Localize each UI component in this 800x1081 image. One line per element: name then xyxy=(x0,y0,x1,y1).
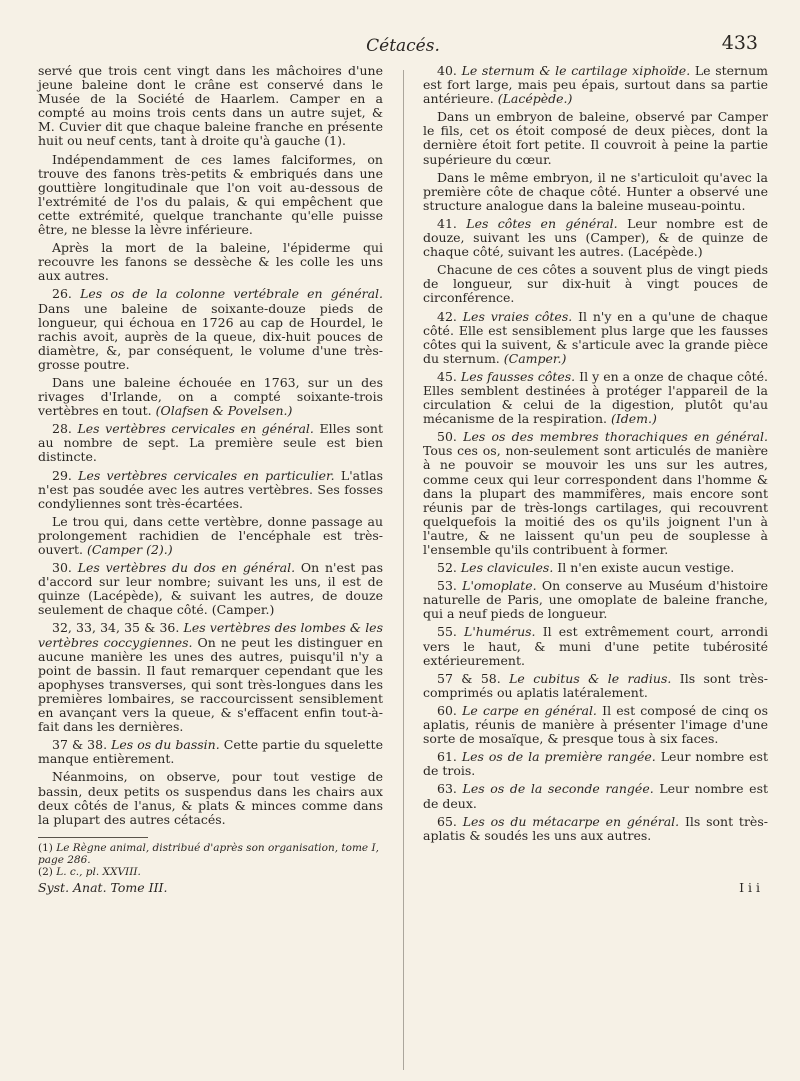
article-paragraph xyxy=(423,815,768,843)
footnote xyxy=(38,866,383,878)
citation: (Camper (2).) xyxy=(87,542,173,557)
article-paragraph xyxy=(423,625,768,667)
paragraph-text: Dans une baleine échouée en 1763, sur un des rivages d'Irlande, on a compté soixante-trois vertèbres en tout. xyxy=(38,374,383,419)
article-number: 61. xyxy=(437,749,457,765)
article-paragraph xyxy=(423,370,768,426)
footnote-rule xyxy=(38,837,148,838)
paragraph xyxy=(423,263,768,305)
paragraph-text: Ils sont très-comprimés ou aplatis latéralement. xyxy=(423,670,768,700)
paragraph xyxy=(38,515,383,557)
article-paragraph xyxy=(38,561,383,617)
article-paragraph xyxy=(423,579,768,621)
paragraph-text: Le sternum est fort large, mais peu épais, surtout dans sa partie antérieure. xyxy=(423,63,768,107)
paragraph-text: Chacune de ces côtes a souvent plus de vingt pieds de longueur, sur dix-huit à vingt pouces de circonférence. xyxy=(423,262,768,306)
paragraph xyxy=(38,153,383,238)
article-paragraph xyxy=(423,782,768,810)
paragraph-text: L'atlas n'est pas soudée avec les autres vertèbres. Ses fosses condyliennes sont très-écartées. xyxy=(38,467,383,511)
paragraph xyxy=(38,64,383,149)
article-paragraph xyxy=(423,310,768,366)
article-paragraph xyxy=(38,469,383,511)
signature-line xyxy=(38,879,760,895)
paragraph-text: Leur nombre est de deux. xyxy=(423,781,769,811)
article-paragraph xyxy=(38,287,383,372)
article-heading: Le carpe en général. xyxy=(462,702,597,718)
article-heading: Les os des membres thorachiques en général. xyxy=(463,429,768,445)
paragraph-text: Leur nombre est de trois. xyxy=(423,749,768,779)
article-number: 55. xyxy=(437,624,457,640)
paragraph-text: Dans le même embryon, il ne s'articuloit qu'avec la première côte de chaque côté. Hunter a observé une structure analogue dans la baleine museau-pointu. xyxy=(423,169,768,213)
paragraph-text: Le trou qui, dans cette vertèbre, donne passage au prolongement rachidien de l'encéphale est très-ouvert. xyxy=(38,513,383,557)
paragraph-text: Il y en a onze de chaque côté. Elles semblent destinées à protéger l'appareil de la circulation & celui de la digestion, plutôt qu'au mécanisme de la respiration. xyxy=(423,368,768,427)
footnote xyxy=(38,842,383,866)
citation: (Olafsen & Povelsen.) xyxy=(155,403,293,419)
citation: (Camper.) xyxy=(503,350,567,366)
article-number: 52. xyxy=(437,560,457,576)
article-heading: Les os de la première rangée. xyxy=(461,749,656,765)
footnote-mark: (1) xyxy=(38,841,53,854)
running-title: Cétacés. xyxy=(366,36,440,56)
article-heading: Le sternum & le cartilage xiphoïde. xyxy=(461,63,691,78)
footnote-text: L. c., pl. XXVIII. xyxy=(56,865,141,878)
page-number: 433 xyxy=(721,32,758,54)
article-paragraph xyxy=(423,561,768,575)
article-number: 63. xyxy=(437,781,457,797)
article-paragraph xyxy=(423,672,768,700)
citation: (Idem.) xyxy=(610,411,657,427)
article-heading: L'omoplate. xyxy=(462,578,537,594)
paragraph xyxy=(38,770,383,826)
paragraph-text: Néanmoins, on observe, pour tout vestige de bassin, deux petits os suspendus dans les chairs aux deux côtés de l'anus, & plats & minces comme dans la plupart des autres cétacés. xyxy=(38,769,383,827)
article-paragraph xyxy=(423,217,768,259)
article-heading: Les vraies côtes. xyxy=(462,308,573,324)
article-heading: Les vertèbres du dos en général. xyxy=(77,560,296,576)
paragraph-text: Il n'en existe aucun vestige. xyxy=(557,560,735,576)
paragraph-text: On n'est pas d'accord sur leur nombre; suivant les uns, il est de quinze (Lacépède), & suivant les autres, de douze seulement de chaque côté. (Camper.) xyxy=(38,560,383,618)
paragraph-text: On ne peut les distinguer en aucune manière les unes des autres, puisqu'il n'y a point de bassin. Il faut remarquer cependant que les apophyses transverses, qui sont très-longues dans les premières lombaires, se raccourcissent sensiblement en avançant vers la queue, & s'effacent enfin tout-à-fait dans les dernières. xyxy=(38,634,383,735)
article-number: 29. xyxy=(52,467,72,483)
article-number: 60. xyxy=(437,702,457,718)
article-heading: Les côtes en général. xyxy=(466,215,618,231)
article-paragraph xyxy=(38,422,383,464)
article-heading: Les vertèbres des lombes & les vertèbres coccygiennes. xyxy=(38,620,383,650)
article-number: 40. xyxy=(437,63,457,78)
article-paragraph xyxy=(38,621,383,734)
paragraph-text: Après la mort de la baleine, l'épiderme qui recouvre les fanons se dessèche & les colle les uns aux autres. xyxy=(38,240,383,284)
paragraph-text: Cette partie du squelette manque entièrement. xyxy=(38,737,383,767)
citation: (Lacépède.) xyxy=(497,91,573,107)
article-paragraph xyxy=(423,750,768,778)
paragraph-text: Ils sont très-aplatis & soudés les uns aux autres. xyxy=(423,813,768,843)
article-heading: Les vertèbres cervicales en particulier. xyxy=(78,467,335,483)
article-number: 65. xyxy=(437,813,457,829)
article-heading: Les fausses côtes. xyxy=(460,368,576,384)
article-number: 32, 33, 34, 35 & 36. xyxy=(52,620,180,636)
paragraph-text: Il n'y en a qu'une de chaque côté. Elle est sensiblement plus large que les fausses côtes qui la suivent, & s'articule avec la grande pièce du sternum. xyxy=(423,308,768,366)
paragraph-text: Indépendamment de ces lames falciformes, on trouve des fanons très-petits & embriqués dans une gouttière longitudinale que l'on voit au-dessous de l'extrémité de l'os du palais, & qui empêchent que cette extrémité, quelque tranchante qu'elle puisse être, ne blesse la lèvre inférieure. xyxy=(38,151,383,238)
paragraph-text: On conserve au Muséum d'histoire naturelle de Paris, une omoplate de baleine franche, qui a neuf pieds de longueur. xyxy=(423,578,768,622)
article-number: 30. xyxy=(52,560,72,576)
article-paragraph xyxy=(423,704,768,746)
paragraph-text: Dans un embryon de baleine, observé par Camper le fils, cet os étoit composé de deux pièces, dont la dernière étoit fort petite. Il couvroit à peine la partie supérieure du cœur. xyxy=(423,109,768,167)
article-heading: Les os de la colonne vertébrale en général. xyxy=(80,286,384,302)
article-paragraph xyxy=(38,738,383,766)
article-heading: Les vertèbres cervicales en général. xyxy=(77,421,314,437)
article-paragraph xyxy=(423,430,768,557)
paragraph xyxy=(38,241,383,283)
paragraph-text: servé que trois cent vingt dans les mâchoires d'une jeune baleine dont le crâne est conservé dans le Musée de la Société de Haarlem. Camper en a compté au moins trois cents dans un autre sujet, & M. Cuvier dit que chaque baleine franche en présente huit ou neuf cents, tant à droite qu'à gauche (1). xyxy=(38,63,383,149)
article-number: 50. xyxy=(437,429,457,445)
paragraph-text: Il est composé de cinq os aplatis, réunis de manière à présenter l'image d'une sorte de mosaïque, & presque tous à six faces. xyxy=(423,702,768,747)
paragraph-text: Il est extrêmement court, arrondi vers le haut, & muni d'une petite tubérosité extérieurement. xyxy=(423,624,768,668)
article-heading: Les os du bassin. xyxy=(111,737,220,753)
paragraph xyxy=(38,376,383,418)
footnote-mark: (2) xyxy=(38,865,53,878)
paragraph xyxy=(423,171,768,213)
article-paragraph xyxy=(423,64,768,106)
article-number: 45. xyxy=(437,368,457,384)
paragraph-text: Dans une baleine de soixante-douze pieds de longueur, qui échoua en 1726 au cap de Hourdel, le rachis avoit, auprès de la queue, dix-huit pouces de diamètre, &, par conséquent, le volume d'une très-grosse poutre. xyxy=(38,300,383,372)
article-number: 42. xyxy=(437,308,457,324)
column-divider xyxy=(403,70,404,1070)
article-number: 26. xyxy=(52,286,72,302)
article-heading: Les clavicules. xyxy=(460,560,554,576)
article-heading: Les os de la seconde rangée. xyxy=(462,781,654,797)
signature-right: I i i xyxy=(739,879,760,895)
article-heading: Les os du métacarpe en général. xyxy=(462,813,680,829)
article-heading: Le cubitus & le radius. xyxy=(509,670,672,686)
footnote-text: Le Règne animal, distribué d'après son organisation, tome I, page 286. xyxy=(38,841,379,866)
paragraph-text: Elles sont au nombre de sept. La première seule est bien distincte. xyxy=(38,421,384,465)
signature-left: Syst. Anat. Tome III. xyxy=(38,879,168,895)
article-heading: L'humérus. xyxy=(464,624,536,640)
article-number: 41. xyxy=(437,215,457,231)
paragraph-text: Leur nombre est de douze, suivant les uns (Camper), & de quinze de chaque côté, suivant les autres. (Lacépède.) xyxy=(423,215,769,260)
right-column xyxy=(423,64,768,1070)
article-number: 53. xyxy=(437,578,457,594)
article-number: 37 & 38. xyxy=(52,737,108,753)
paragraph-text: Tous ces os, non-seulement sont articulés de manière à ne pouvoir se mouvoir les uns sur les autres, comme ceux qui leur correspondent dans l'homme & dans la plupart des mammifères, mais encore sont réunis par de très-longs cartilages, qui recouvrent quelquefois la moitié des os qu'ils joignent l'un à l'autre, & ne laissent qu'un peu de souplesse à l'ensemble qu'ils contribuent à former. xyxy=(423,443,768,557)
article-number: 28. xyxy=(52,421,72,437)
text-columns xyxy=(38,64,768,1070)
running-head xyxy=(38,30,768,58)
article-number: 57 & 58. xyxy=(437,670,501,686)
paragraph xyxy=(423,110,768,166)
